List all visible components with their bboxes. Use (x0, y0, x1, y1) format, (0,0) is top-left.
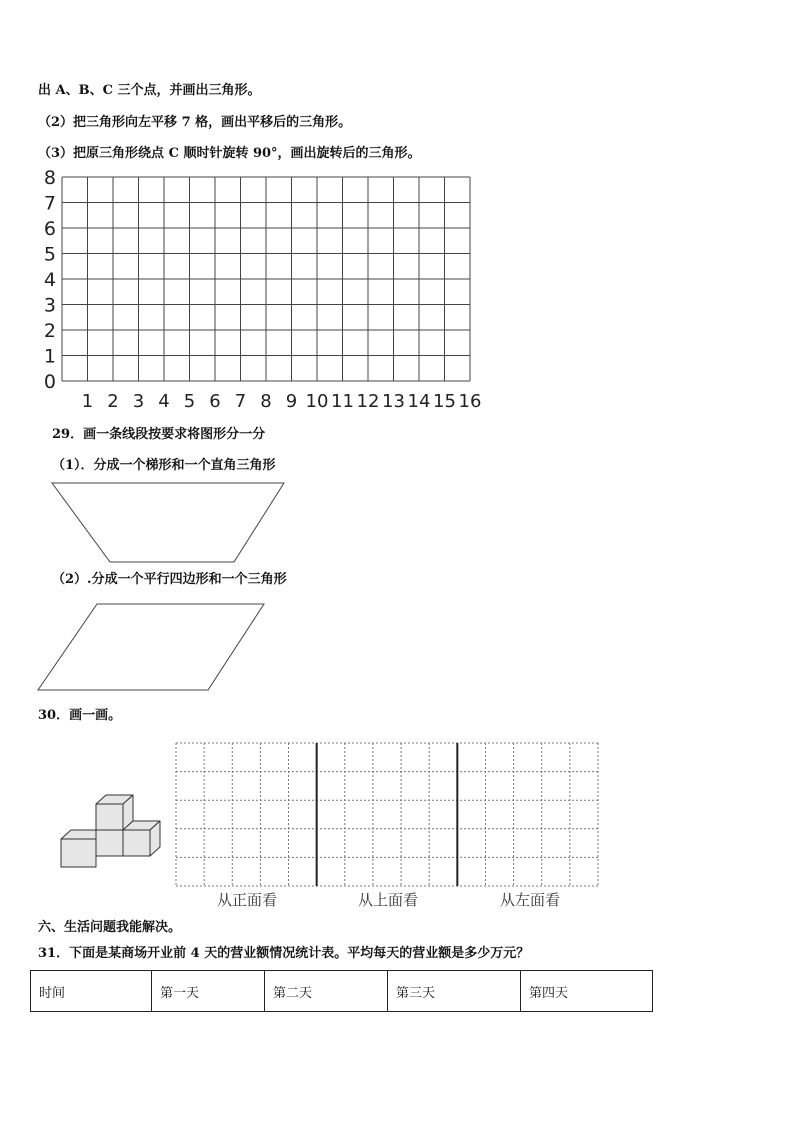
y-tick-label: 0 (43, 371, 56, 393)
y-tick-label: 7 (43, 192, 56, 215)
x-tick-label: 10 (305, 391, 329, 412)
y-tick-label: 4 (43, 269, 56, 291)
x-tick-label: 7 (234, 391, 247, 412)
caption-front-view: 从正面看 (217, 891, 278, 909)
x-tick-label: 3 (132, 391, 145, 412)
question-29-part2: （2）.分成一个平行四边形和一个三角形 (52, 572, 287, 587)
x-tick-label: 2 (107, 391, 119, 412)
y-tick-label: 6 (43, 218, 56, 240)
x-tick-label: 13 (382, 391, 405, 412)
question-29-part1: （1）．分成一个梯形和一个直角三角形 (52, 458, 276, 473)
table-row (31, 971, 653, 1012)
x-tick-label: 12 (356, 391, 380, 412)
caption-top-view: 从上面看 (358, 891, 419, 909)
x-tick-label: 16 (458, 391, 482, 412)
y-tick-label: 8 (43, 167, 56, 189)
sales-table (30, 970, 653, 1012)
x-tick-label: 5 (183, 391, 196, 412)
y-tick-label: 3 (43, 294, 56, 317)
coordinate-grid (0, 165, 794, 425)
x-tick-label: 6 (209, 391, 221, 412)
question-30-title: 30．画一画。 (38, 708, 122, 723)
x-tick-label: 11 (331, 391, 354, 412)
cube-stack-figure (55, 790, 175, 880)
table-header-cell: 第一天 (152, 971, 265, 1012)
y-tick-label: 5 (43, 243, 56, 266)
x-tick-label: 9 (285, 391, 298, 412)
views-drawing-grid (170, 738, 600, 888)
x-tick-label: 1 (81, 391, 94, 412)
question-29-title: 29．画一条线段按要求将图形分一分 (52, 427, 266, 442)
parallelogram-shape (0, 600, 270, 700)
table-header-cell: 时间 (31, 971, 152, 1012)
y-tick-label: 2 (43, 320, 56, 342)
x-tick-label: 15 (433, 391, 456, 412)
instruction-line-intro: 出 A、B、C 三个点，并画出三角形。 (38, 83, 261, 98)
trapezoid-shape (0, 476, 260, 566)
table-header-cell: 第三天 (388, 971, 521, 1012)
section-6-heading: 六、生活问题我能解决。 (38, 920, 182, 935)
x-tick-label: 8 (260, 391, 272, 412)
y-tick-label: 1 (43, 345, 56, 368)
question-28-part3: （3）把原三角形绕点 C 顺时针旋转 90°，画出旋转后的三角形。 (38, 146, 421, 161)
caption-left-view: 从左面看 (500, 891, 561, 909)
question-28-part2: （2）把三角形向左平移 7 格，画出平移后的三角形。 (38, 115, 352, 130)
x-tick-label: 14 (407, 391, 431, 412)
question-31-title: 31．下面是某商场开业前 4 天的营业额情况统计表。平均每天的营业额是多少万元？ (38, 946, 530, 961)
table-header-cell: 第四天 (521, 971, 653, 1012)
table-header-cell: 第二天 (265, 971, 388, 1012)
x-tick-label: 4 (158, 391, 170, 412)
